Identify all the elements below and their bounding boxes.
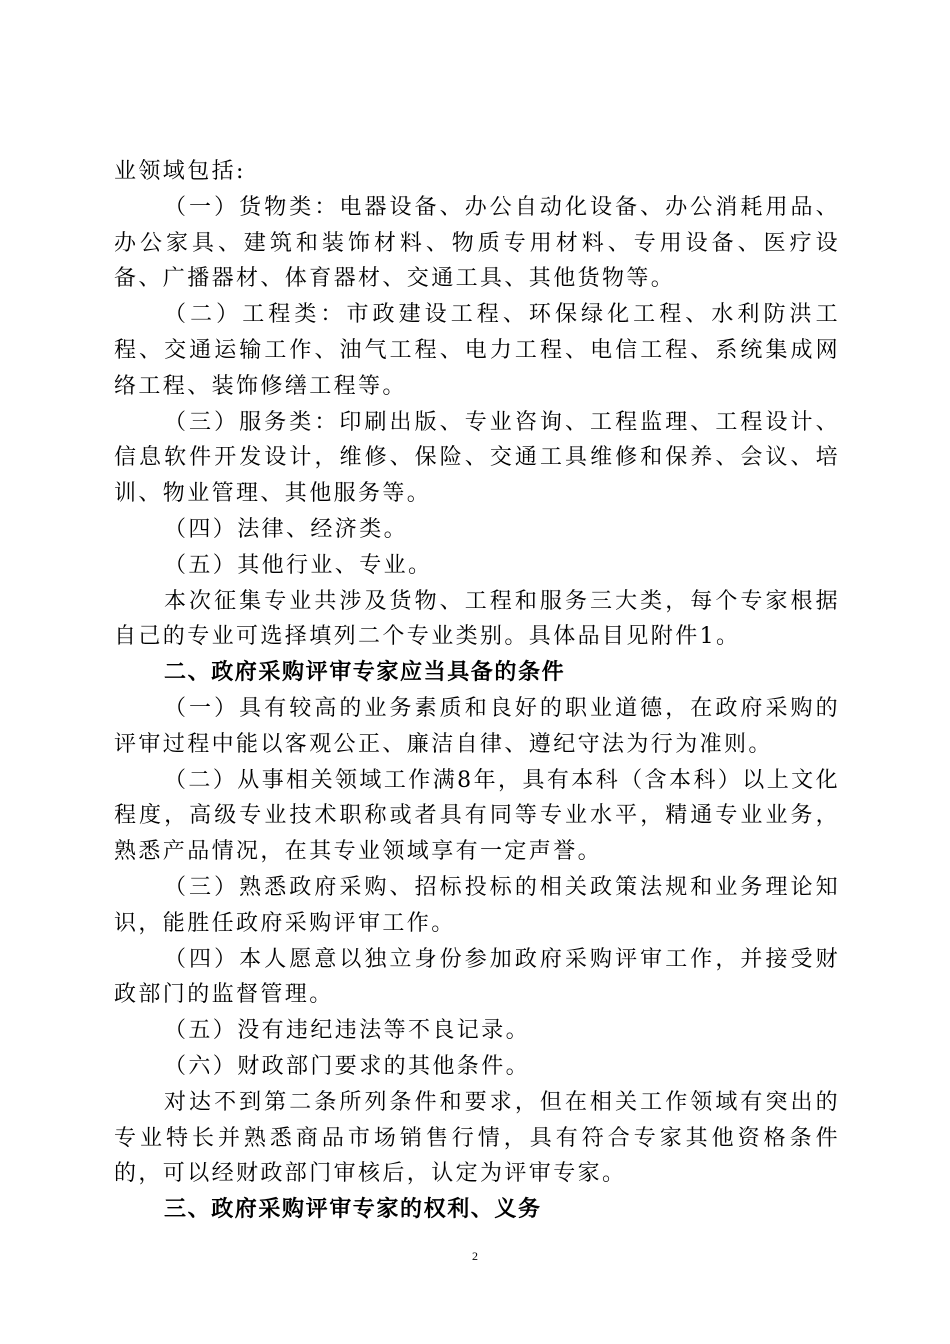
body-paragraph: （五）没有违纪违法等不良记录。 [164,1018,531,1044]
body-paragraph: （四）本人愿意以独立身份参加政府采购评审工作，并接受财政部门的监督管理。 [114,946,840,1008]
body-paragraph: （三）熟悉政府采购、招标投标的相关政策法规和业务理论知识，能胜任政府采购评审工作。 [114,874,840,936]
body-paragraph: （一）货物类：电器设备、办公自动化设备、办公消耗用品、办公家具、建筑和装饰材料、物质专用材料、专用设备、医疗设备、广播器材、体育器材、交通工具、其他货物等。 [114,194,840,292]
body-paragraph: （六）财政部门要求的其他条件。 [164,1053,531,1079]
body-paragraph: 对达不到第二条所列条件和要求，但在相关工作领域有突出的专业特长并熟悉商品市场销售行情，具有符合专家其他资格条件的，可以经财政部门审核后，认定为评审专家。 [114,1089,840,1187]
body-paragraph: 业领域包括: [114,159,246,184]
body-paragraph: 本次征集专业共涉及货物、工程和服务三大类，每个专家根据自己的专业可选择填列二个专业类别。具体品目见附件1。 [114,588,840,650]
body-paragraph: （二）从事相关领域工作满8年，具有本科（含本科）以上文化程度，高级专业技术职称或者具有同等专业水平，精通专业业务，熟悉产品情况，在其专业领域享有一定声誉。 [114,767,840,865]
section-heading: 三、政府采购评审专家的权利、义务 [164,1197,542,1223]
body-paragraph: （一）具有较高的业务素质和良好的职业道德，在政府采购的评审过程中能以客观公正、廉洁自律、遵纪守法为行为准则。 [114,695,840,757]
body-paragraph: （三）服务类：印刷出版、专业咨询、工程监理、工程设计、信息软件开发设计，维修、保险、交通工具维修和保养、会议、培训、物业管理、其他服务等。 [114,409,840,507]
body-paragraph: （五）其他行业、专业。 [164,552,433,578]
body-paragraph: （二）工程类：市政建设工程、环保绿化工程、水利防洪工程、交通运输工作、油气工程、电力工程、电信工程、系统集成网络工程、装饰修缮工程等。 [114,302,840,399]
section-heading: 二、政府采购评审专家应当具备的条件 [164,660,566,686]
page-number: 2 [472,1249,478,1263]
body-paragraph: （四）法律、经济类。 [164,516,409,542]
document-body [114,154,840,1228]
